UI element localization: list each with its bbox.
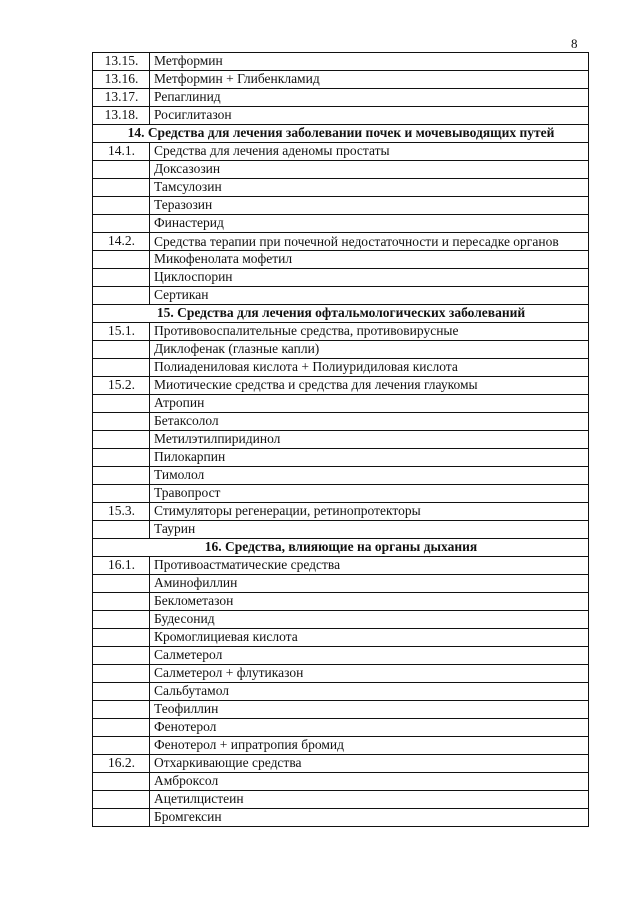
item-code: [93, 215, 150, 233]
item-code: [93, 485, 150, 503]
item-name: Средства терапии при почечной недостаточности и пересадке органов: [150, 233, 589, 251]
item-name: Беклометазон: [150, 593, 589, 611]
item-code: [93, 449, 150, 467]
table-row: [93, 719, 589, 737]
item-code: [93, 287, 150, 305]
item-name: Полиадениловая кислота + Полиуридиловая кислота: [150, 359, 589, 377]
table-row: [93, 287, 589, 305]
table-row: [93, 431, 589, 449]
table-row: [93, 449, 589, 467]
item-name: Росиглитазон: [150, 107, 589, 125]
table-row: [93, 809, 589, 827]
item-code: [93, 413, 150, 431]
table-row: [93, 791, 589, 809]
item-code: [93, 629, 150, 647]
item-name: Теразозин: [150, 197, 589, 215]
item-code: [93, 269, 150, 287]
item-name: Противовоспалительные средства, противовирусные: [150, 323, 589, 341]
item-name: Микофенолата мофетил: [150, 251, 589, 269]
section-title: 14. Средства для лечения заболевании почек и мочевыводящих путей: [93, 125, 589, 143]
item-code: [93, 341, 150, 359]
table-row: [93, 413, 589, 431]
table-row: [93, 665, 589, 683]
item-name: Кромоглициевая кислота: [150, 629, 589, 647]
table-row: [93, 521, 589, 539]
table-row: [93, 269, 589, 287]
item-code: 14.2.: [93, 233, 150, 251]
section-header-row: [93, 539, 589, 557]
item-code: [93, 593, 150, 611]
item-code: [93, 431, 150, 449]
item-name: Травопрост: [150, 485, 589, 503]
table-row: [93, 755, 589, 773]
item-code: [93, 791, 150, 809]
table-row: [93, 395, 589, 413]
table-row: [93, 53, 589, 71]
table-row: [93, 737, 589, 755]
item-code: [93, 197, 150, 215]
table-row: [93, 233, 589, 251]
item-name: Циклоспорин: [150, 269, 589, 287]
item-code: [93, 521, 150, 539]
section-title: 15. Средства для лечения офтальмологических заболеваний: [93, 305, 589, 323]
table-row: [93, 593, 589, 611]
item-name: Репаглинид: [150, 89, 589, 107]
item-name: Теофиллин: [150, 701, 589, 719]
item-name: Тамсулозин: [150, 179, 589, 197]
item-name: Метформин: [150, 53, 589, 71]
item-code: 13.17.: [93, 89, 150, 107]
table-row: [93, 773, 589, 791]
item-name: Амброксол: [150, 773, 589, 791]
table-row: [93, 143, 589, 161]
item-code: [93, 611, 150, 629]
item-code: 15.2.: [93, 377, 150, 395]
table-row: [93, 557, 589, 575]
table-row: [93, 575, 589, 593]
item-code: 16.2.: [93, 755, 150, 773]
table-row: [93, 197, 589, 215]
table-row: [93, 647, 589, 665]
section-header-row: [93, 305, 589, 323]
table-row: [93, 485, 589, 503]
item-name: Бромгексин: [150, 809, 589, 827]
table-row: [93, 611, 589, 629]
item-code: [93, 161, 150, 179]
table-row: [93, 377, 589, 395]
item-code: [93, 719, 150, 737]
table-row: [93, 701, 589, 719]
item-code: [93, 665, 150, 683]
item-name: Диклофенак (глазные капли): [150, 341, 589, 359]
item-name: Противоастматические средства: [150, 557, 589, 575]
table-row: [93, 467, 589, 485]
item-code: [93, 809, 150, 827]
item-code: [93, 683, 150, 701]
item-name: Отхаркивающие средства: [150, 755, 589, 773]
item-name: Таурин: [150, 521, 589, 539]
table-row: [93, 215, 589, 233]
item-code: 15.3.: [93, 503, 150, 521]
table-row: [93, 503, 589, 521]
item-code: [93, 395, 150, 413]
item-code: [93, 179, 150, 197]
item-name: Метилэтилпиридинол: [150, 431, 589, 449]
table-row: [93, 107, 589, 125]
item-code: [93, 251, 150, 269]
table-row: [93, 341, 589, 359]
section-title: 16. Средства, влияющие на органы дыхания: [93, 539, 589, 557]
item-name: Сертикан: [150, 287, 589, 305]
item-code: 13.18.: [93, 107, 150, 125]
page-number: 8: [571, 36, 578, 51]
table-row: [93, 629, 589, 647]
item-code: [93, 737, 150, 755]
item-name: Сальбутамол: [150, 683, 589, 701]
item-code: 13.16.: [93, 71, 150, 89]
table-row: [93, 359, 589, 377]
item-name: Миотические средства и средства для лечения глаукомы: [150, 377, 589, 395]
item-name: Атропин: [150, 395, 589, 413]
item-name: Стимуляторы регенерации, ретинопротекторы: [150, 503, 589, 521]
item-name: Финастерид: [150, 215, 589, 233]
item-code: [93, 701, 150, 719]
drug-list-table: [92, 52, 589, 827]
table-row: [93, 89, 589, 107]
table-row: [93, 323, 589, 341]
item-name: Метформин + Глибенкламид: [150, 71, 589, 89]
drug-list-body: [93, 53, 589, 827]
item-code: 13.15.: [93, 53, 150, 71]
item-code: [93, 647, 150, 665]
item-code: [93, 467, 150, 485]
item-name: Тимолол: [150, 467, 589, 485]
table-row: [93, 683, 589, 701]
item-code: [93, 359, 150, 377]
item-code: [93, 773, 150, 791]
item-name: Будесонид: [150, 611, 589, 629]
item-name: Ацетилцистеин: [150, 791, 589, 809]
section-header-row: [93, 125, 589, 143]
item-name: Доксазозин: [150, 161, 589, 179]
item-name: Фенотерол + ипратропия бромид: [150, 737, 589, 755]
item-code: 14.1.: [93, 143, 150, 161]
table-row: [93, 161, 589, 179]
item-name: Пилокарпин: [150, 449, 589, 467]
item-name: Аминофиллин: [150, 575, 589, 593]
item-code: 16.1.: [93, 557, 150, 575]
item-name: Салметерол: [150, 647, 589, 665]
item-code: [93, 575, 150, 593]
table-row: [93, 251, 589, 269]
table-row: [93, 71, 589, 89]
item-name: Салметерол + флутиказон: [150, 665, 589, 683]
item-code: 15.1.: [93, 323, 150, 341]
table-row: [93, 179, 589, 197]
item-name: Средства для лечения аденомы простаты: [150, 143, 589, 161]
item-name: Бетаксолол: [150, 413, 589, 431]
item-name: Фенотерол: [150, 719, 589, 737]
